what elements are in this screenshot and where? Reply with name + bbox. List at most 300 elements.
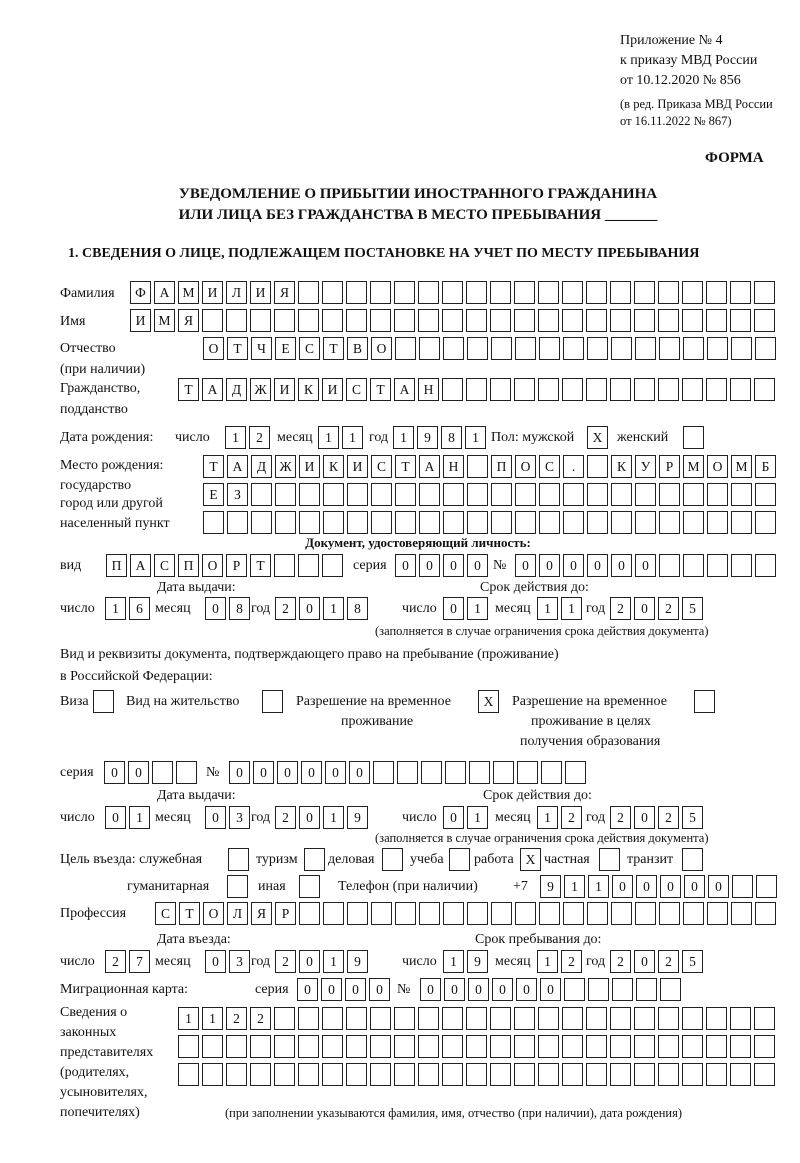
char-box[interactable]: 0 — [104, 761, 125, 784]
char-box[interactable] — [659, 902, 680, 925]
stay-issue-year-field[interactable] — [275, 806, 371, 829]
char-box[interactable]: 0 — [205, 950, 226, 973]
char-box[interactable] — [706, 309, 727, 332]
char-box[interactable] — [226, 309, 247, 332]
char-box[interactable]: 5 — [682, 597, 703, 620]
char-box[interactable] — [730, 1035, 751, 1058]
char-box[interactable]: 1 — [467, 806, 488, 829]
char-box[interactable] — [610, 1035, 631, 1058]
char-box[interactable] — [178, 1035, 199, 1058]
char-box[interactable] — [732, 875, 753, 898]
char-box[interactable] — [394, 1063, 415, 1086]
char-box[interactable] — [490, 1063, 511, 1086]
char-box[interactable] — [274, 554, 295, 577]
char-box[interactable]: 2 — [275, 950, 296, 973]
char-box[interactable] — [418, 1007, 439, 1030]
char-box[interactable] — [586, 309, 607, 332]
id-issue-month-field[interactable] — [205, 597, 253, 620]
char-box[interactable]: К — [298, 378, 319, 401]
char-box[interactable]: 2 — [249, 426, 270, 449]
char-box[interactable] — [514, 1035, 535, 1058]
char-box[interactable]: 2 — [658, 950, 679, 973]
char-box[interactable] — [370, 1035, 391, 1058]
char-box[interactable]: 2 — [105, 950, 126, 973]
char-box[interactable] — [467, 483, 488, 506]
char-box[interactable] — [298, 281, 319, 304]
char-box[interactable] — [754, 309, 775, 332]
char-box[interactable]: Т — [323, 337, 344, 360]
char-box[interactable] — [421, 761, 442, 784]
char-box[interactable] — [538, 1007, 559, 1030]
char-box[interactable] — [395, 337, 416, 360]
char-box[interactable]: Л — [227, 902, 248, 925]
char-box[interactable]: 0 — [467, 554, 488, 577]
representatives-line-3[interactable] — [178, 1063, 778, 1086]
purpose-transit-checkbox[interactable] — [682, 848, 706, 871]
id-valid-year-field[interactable] — [610, 597, 706, 620]
char-box[interactable] — [754, 281, 775, 304]
citizenship-field[interactable] — [178, 378, 778, 401]
char-box[interactable]: П — [106, 554, 127, 577]
char-box[interactable] — [443, 511, 464, 534]
char-box[interactable] — [298, 1035, 319, 1058]
checkbox-cell[interactable] — [694, 690, 715, 713]
char-box[interactable] — [706, 1007, 727, 1030]
char-box[interactable]: 1 — [178, 1007, 199, 1030]
char-box[interactable]: М — [178, 281, 199, 304]
char-box[interactable] — [634, 309, 655, 332]
char-box[interactable]: Е — [203, 483, 224, 506]
char-box[interactable] — [442, 1035, 463, 1058]
checkbox-cell[interactable] — [262, 690, 283, 713]
surname-field[interactable] — [130, 281, 778, 304]
char-box[interactable] — [371, 483, 392, 506]
char-box[interactable] — [346, 1007, 367, 1030]
stay-number-field[interactable] — [229, 761, 589, 784]
char-box[interactable]: Ч — [251, 337, 272, 360]
stay-until-month-field[interactable] — [537, 950, 585, 973]
char-box[interactable]: Д — [226, 378, 247, 401]
checkbox-cell[interactable] — [228, 848, 249, 871]
char-box[interactable] — [469, 761, 490, 784]
entry-day-field[interactable] — [105, 950, 153, 973]
char-box[interactable] — [419, 483, 440, 506]
char-box[interactable] — [754, 1063, 775, 1086]
char-box[interactable]: 0 — [444, 978, 465, 1001]
char-box[interactable] — [610, 309, 631, 332]
char-box[interactable] — [227, 511, 248, 534]
id-doc-number-field[interactable] — [515, 554, 779, 577]
stay-series-field[interactable] — [104, 761, 200, 784]
char-box[interactable] — [563, 902, 584, 925]
char-box[interactable]: 0 — [443, 554, 464, 577]
char-box[interactable] — [515, 337, 536, 360]
birth-place-line-3[interactable] — [203, 511, 779, 534]
id-valid-month-field[interactable] — [537, 597, 585, 620]
char-box[interactable]: 0 — [349, 761, 370, 784]
id-doc-series-field[interactable] — [395, 554, 491, 577]
char-box[interactable] — [610, 1063, 631, 1086]
purpose-study-checkbox[interactable] — [449, 848, 473, 871]
char-box[interactable] — [442, 378, 463, 401]
char-box[interactable]: 9 — [540, 875, 561, 898]
char-box[interactable] — [538, 1063, 559, 1086]
char-box[interactable] — [755, 511, 776, 534]
char-box[interactable]: 0 — [299, 597, 320, 620]
char-box[interactable] — [610, 281, 631, 304]
char-box[interactable] — [442, 281, 463, 304]
char-box[interactable]: 1 — [561, 597, 582, 620]
char-box[interactable] — [563, 511, 584, 534]
char-box[interactable]: Н — [443, 455, 464, 478]
char-box[interactable] — [490, 309, 511, 332]
char-box[interactable] — [706, 1035, 727, 1058]
char-box[interactable]: 0 — [325, 761, 346, 784]
char-box[interactable] — [538, 309, 559, 332]
char-box[interactable] — [635, 511, 656, 534]
char-box[interactable]: 9 — [467, 950, 488, 973]
birth-year-field[interactable] — [393, 426, 489, 449]
char-box[interactable]: 0 — [253, 761, 274, 784]
char-box[interactable]: 9 — [417, 426, 438, 449]
char-box[interactable] — [562, 1063, 583, 1086]
char-box[interactable]: А — [130, 554, 151, 577]
purpose-business-checkbox[interactable] — [382, 848, 406, 871]
char-box[interactable] — [682, 1007, 703, 1030]
char-box[interactable] — [467, 455, 488, 478]
char-box[interactable]: 2 — [275, 597, 296, 620]
char-box[interactable]: 1 — [537, 806, 558, 829]
char-box[interactable]: 2 — [226, 1007, 247, 1030]
purpose-private-checkbox[interactable] — [599, 848, 623, 871]
char-box[interactable]: 0 — [299, 806, 320, 829]
stay-until-day-field[interactable] — [443, 950, 491, 973]
char-box[interactable] — [755, 902, 776, 925]
char-box[interactable]: 0 — [205, 597, 226, 620]
checkbox-cell[interactable]: X — [520, 848, 541, 871]
char-box[interactable] — [442, 1007, 463, 1030]
char-box[interactable]: 1 — [537, 597, 558, 620]
char-box[interactable] — [730, 281, 751, 304]
char-box[interactable] — [565, 761, 586, 784]
migration-series-field[interactable] — [297, 978, 393, 1001]
char-box[interactable]: 0 — [611, 554, 632, 577]
char-box[interactable]: 0 — [634, 597, 655, 620]
char-box[interactable] — [658, 309, 679, 332]
char-box[interactable]: 7 — [129, 950, 150, 973]
char-box[interactable]: 0 — [205, 806, 226, 829]
char-box[interactable] — [514, 281, 535, 304]
char-box[interactable] — [562, 309, 583, 332]
char-box[interactable]: 1 — [318, 426, 339, 449]
char-box[interactable] — [658, 378, 679, 401]
migration-number-field[interactable] — [420, 978, 684, 1001]
char-box[interactable]: Я — [251, 902, 272, 925]
char-box[interactable] — [466, 1063, 487, 1086]
char-box[interactable]: С — [539, 455, 560, 478]
char-box[interactable] — [490, 281, 511, 304]
char-box[interactable] — [635, 483, 656, 506]
char-box[interactable] — [467, 902, 488, 925]
char-box[interactable] — [682, 1063, 703, 1086]
char-box[interactable]: 2 — [610, 806, 631, 829]
char-box[interactable] — [322, 309, 343, 332]
char-box[interactable] — [707, 483, 728, 506]
char-box[interactable]: 2 — [610, 597, 631, 620]
char-box[interactable] — [323, 511, 344, 534]
char-box[interactable]: 1 — [129, 806, 150, 829]
char-box[interactable]: 0 — [635, 554, 656, 577]
char-box[interactable]: О — [202, 554, 223, 577]
char-box[interactable] — [659, 337, 680, 360]
char-box[interactable]: 2 — [658, 806, 679, 829]
char-box[interactable] — [539, 511, 560, 534]
char-box[interactable] — [659, 511, 680, 534]
char-box[interactable]: О — [707, 455, 728, 478]
char-box[interactable] — [562, 1007, 583, 1030]
char-box[interactable] — [587, 902, 608, 925]
char-box[interactable]: Т — [395, 455, 416, 478]
char-box[interactable]: У — [635, 455, 656, 478]
char-box[interactable] — [588, 978, 609, 1001]
char-box[interactable] — [491, 337, 512, 360]
char-box[interactable] — [515, 902, 536, 925]
patronymic-field[interactable] — [203, 337, 779, 360]
char-box[interactable] — [152, 761, 173, 784]
char-box[interactable]: 2 — [561, 950, 582, 973]
char-box[interactable] — [347, 511, 368, 534]
char-box[interactable]: О — [371, 337, 392, 360]
char-box[interactable] — [611, 902, 632, 925]
char-box[interactable]: Б — [755, 455, 776, 478]
char-box[interactable]: 2 — [250, 1007, 271, 1030]
char-box[interactable] — [202, 1035, 223, 1058]
char-box[interactable] — [176, 761, 197, 784]
char-box[interactable] — [611, 511, 632, 534]
char-box[interactable] — [611, 483, 632, 506]
char-box[interactable] — [275, 511, 296, 534]
char-box[interactable] — [419, 902, 440, 925]
char-box[interactable] — [491, 902, 512, 925]
char-box[interactable]: 0 — [419, 554, 440, 577]
char-box[interactable]: 0 — [443, 597, 464, 620]
char-box[interactable] — [299, 511, 320, 534]
char-box[interactable] — [370, 1007, 391, 1030]
char-box[interactable] — [226, 1063, 247, 1086]
birth-place-line-2[interactable] — [203, 483, 779, 506]
char-box[interactable] — [202, 1063, 223, 1086]
char-box[interactable] — [683, 554, 704, 577]
char-box[interactable] — [587, 455, 608, 478]
char-box[interactable] — [395, 483, 416, 506]
char-box[interactable]: Н — [418, 378, 439, 401]
char-box[interactable] — [731, 483, 752, 506]
char-box[interactable] — [514, 1063, 535, 1086]
char-box[interactable]: Т — [179, 902, 200, 925]
char-box[interactable]: 1 — [323, 597, 344, 620]
char-box[interactable]: И — [299, 455, 320, 478]
char-box[interactable]: 0 — [277, 761, 298, 784]
phone-field[interactable] — [540, 875, 780, 898]
stay-issue-month-field[interactable] — [205, 806, 253, 829]
char-box[interactable]: 1 — [393, 426, 414, 449]
char-box[interactable]: Я — [178, 309, 199, 332]
trp-checkbox[interactable] — [478, 690, 502, 713]
char-box[interactable]: З — [227, 483, 248, 506]
checkbox-cell[interactable]: X — [587, 426, 608, 449]
char-box[interactable] — [347, 902, 368, 925]
char-box[interactable]: 1 — [342, 426, 363, 449]
char-box[interactable] — [682, 378, 703, 401]
char-box[interactable] — [418, 1035, 439, 1058]
char-box[interactable] — [394, 281, 415, 304]
char-box[interactable] — [756, 875, 777, 898]
char-box[interactable] — [754, 1035, 775, 1058]
char-box[interactable]: С — [154, 554, 175, 577]
char-box[interactable] — [490, 1035, 511, 1058]
char-box[interactable]: А — [227, 455, 248, 478]
char-box[interactable]: 6 — [129, 597, 150, 620]
char-box[interactable]: О — [515, 455, 536, 478]
char-box[interactable] — [562, 378, 583, 401]
char-box[interactable] — [730, 1063, 751, 1086]
char-box[interactable]: И — [130, 309, 151, 332]
char-box[interactable]: Л — [226, 281, 247, 304]
char-box[interactable] — [346, 309, 367, 332]
char-box[interactable] — [466, 1035, 487, 1058]
char-box[interactable]: А — [202, 378, 223, 401]
char-box[interactable] — [493, 761, 514, 784]
char-box[interactable] — [395, 511, 416, 534]
char-box[interactable]: А — [394, 378, 415, 401]
char-box[interactable]: Ж — [275, 455, 296, 478]
char-box[interactable]: М — [683, 455, 704, 478]
char-box[interactable] — [466, 281, 487, 304]
char-box[interactable] — [346, 1063, 367, 1086]
id-issue-year-field[interactable] — [275, 597, 371, 620]
char-box[interactable] — [563, 337, 584, 360]
char-box[interactable] — [682, 281, 703, 304]
char-box[interactable] — [707, 554, 728, 577]
char-box[interactable]: 0 — [516, 978, 537, 1001]
char-box[interactable] — [683, 337, 704, 360]
char-box[interactable] — [346, 1035, 367, 1058]
char-box[interactable] — [442, 309, 463, 332]
char-box[interactable] — [683, 511, 704, 534]
birth-day-field[interactable] — [225, 426, 273, 449]
char-box[interactable] — [707, 337, 728, 360]
char-box[interactable]: 9 — [347, 806, 368, 829]
char-box[interactable] — [251, 483, 272, 506]
char-box[interactable] — [612, 978, 633, 1001]
char-box[interactable]: 0 — [443, 806, 464, 829]
char-box[interactable]: 1 — [225, 426, 246, 449]
stay-until-year-field[interactable] — [610, 950, 706, 973]
char-box[interactable] — [538, 281, 559, 304]
char-box[interactable]: И — [347, 455, 368, 478]
char-box[interactable]: 1 — [443, 950, 464, 973]
char-box[interactable] — [515, 483, 536, 506]
char-box[interactable]: 0 — [563, 554, 584, 577]
char-box[interactable]: 2 — [658, 597, 679, 620]
char-box[interactable]: А — [419, 455, 440, 478]
char-box[interactable] — [466, 378, 487, 401]
char-box[interactable] — [636, 978, 657, 1001]
char-box[interactable]: С — [155, 902, 176, 925]
char-box[interactable] — [346, 281, 367, 304]
char-box[interactable] — [610, 1007, 631, 1030]
char-box[interactable] — [251, 511, 272, 534]
checkbox-cell[interactable]: X — [478, 690, 499, 713]
char-box[interactable] — [370, 281, 391, 304]
char-box[interactable] — [706, 378, 727, 401]
char-box[interactable] — [373, 761, 394, 784]
char-box[interactable] — [611, 337, 632, 360]
char-box[interactable] — [731, 337, 752, 360]
char-box[interactable]: 0 — [321, 978, 342, 1001]
char-box[interactable] — [274, 309, 295, 332]
char-box[interactable] — [274, 1007, 295, 1030]
char-box[interactable]: 1 — [323, 806, 344, 829]
checkbox-cell[interactable] — [304, 848, 325, 871]
id-issue-day-field[interactable] — [105, 597, 153, 620]
char-box[interactable] — [299, 483, 320, 506]
char-box[interactable] — [586, 1063, 607, 1086]
char-box[interactable] — [299, 902, 320, 925]
char-box[interactable] — [371, 511, 392, 534]
char-box[interactable] — [443, 337, 464, 360]
char-box[interactable]: 2 — [275, 806, 296, 829]
char-box[interactable] — [490, 378, 511, 401]
char-box[interactable]: О — [203, 902, 224, 925]
char-box[interactable] — [706, 1063, 727, 1086]
char-box[interactable]: Ж — [250, 378, 271, 401]
char-box[interactable] — [397, 761, 418, 784]
checkbox-cell[interactable] — [93, 690, 114, 713]
char-box[interactable]: 0 — [634, 950, 655, 973]
char-box[interactable]: 0 — [539, 554, 560, 577]
stay-valid-year-field[interactable] — [610, 806, 706, 829]
char-box[interactable]: 2 — [610, 950, 631, 973]
char-box[interactable] — [754, 378, 775, 401]
sex-male-checkbox[interactable] — [587, 426, 611, 449]
checkbox-cell[interactable] — [599, 848, 620, 871]
char-box[interactable] — [250, 1035, 271, 1058]
char-box[interactable]: 0 — [636, 875, 657, 898]
char-box[interactable] — [298, 554, 319, 577]
char-box[interactable]: 8 — [229, 597, 250, 620]
char-box[interactable]: И — [202, 281, 223, 304]
char-box[interactable] — [250, 309, 271, 332]
char-box[interactable] — [682, 1035, 703, 1058]
char-box[interactable] — [467, 511, 488, 534]
char-box[interactable] — [730, 378, 751, 401]
char-box[interactable]: Т — [178, 378, 199, 401]
char-box[interactable] — [298, 1063, 319, 1086]
char-box[interactable] — [418, 281, 439, 304]
char-box[interactable] — [706, 281, 727, 304]
char-box[interactable]: 0 — [468, 978, 489, 1001]
char-box[interactable] — [394, 1035, 415, 1058]
visa-checkbox[interactable] — [93, 690, 117, 713]
char-box[interactable] — [634, 1007, 655, 1030]
char-box[interactable]: 0 — [612, 875, 633, 898]
char-box[interactable]: М — [154, 309, 175, 332]
char-box[interactable] — [658, 281, 679, 304]
representatives-line-1[interactable] — [178, 1007, 778, 1030]
char-box[interactable]: 0 — [297, 978, 318, 1001]
char-box[interactable] — [418, 309, 439, 332]
